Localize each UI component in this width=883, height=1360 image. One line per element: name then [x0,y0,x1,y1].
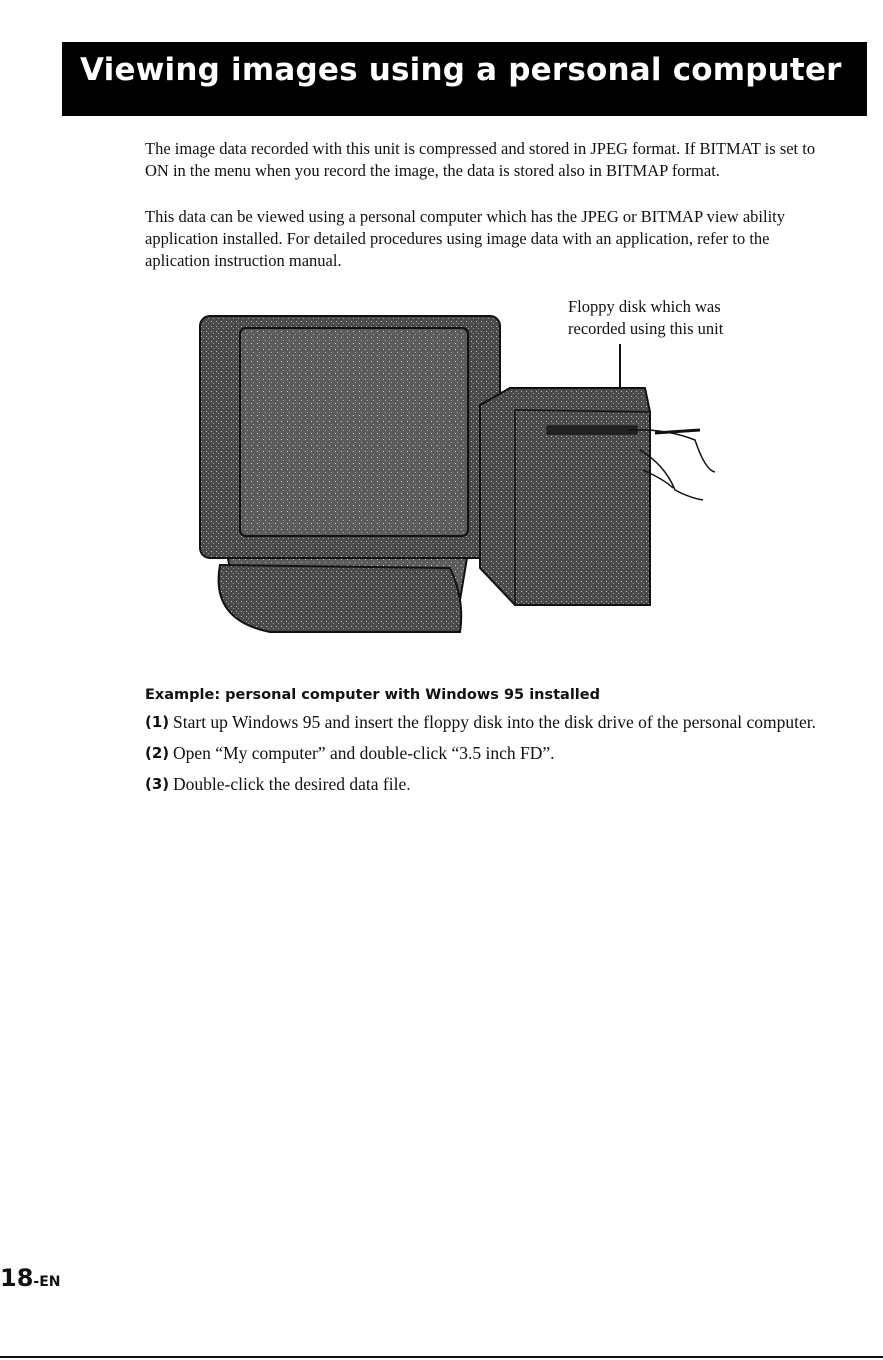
monitor [200,316,500,558]
page-number [0,1264,61,1292]
step-3-number: (3) [145,775,170,793]
page-number-suffix: -EN [33,1274,61,1290]
step-2-number: (2) [145,744,170,762]
intro-paragraph: The image data recorded with this unit is compressed and stored in JPEG format. If BITMAT is set to ON in the menu when you record the image, the data is stored also in BITMAP format. [145,139,816,180]
example-heading: Example: personal computer with Windows 95 installed [145,687,600,703]
page-title: Viewing images using a personal computer [80,52,842,88]
step-1-text: Start up Windows 95 and insert the floppy disk into the disk drive of the personal computer. [173,712,816,732]
computer-illustration [195,300,715,650]
page-number-value: 18 [0,1264,34,1292]
callout-line-2: recorded using this unit [568,319,724,338]
step-3-text: Double-click the desired data file. [173,774,411,794]
step-1 [145,710,845,735]
step-1-number: (1) [145,713,170,731]
usage-paragraph: This data can be viewed using a personal computer which has the JPEG or BITMAP view ability application installed. For detailed procedures using image data with an application, refer to the aplication instruction manual. [145,207,785,270]
step-2-text: Open “My computer” and double-click “3.5 inch FD”. [173,743,555,763]
step-3 [145,772,845,797]
pc-tower [480,388,650,605]
callout-line-1: Floppy disk which was [568,297,721,316]
step-2 [145,741,845,766]
bottom-rule [0,1356,883,1358]
example-section [145,684,845,803]
title-banner [62,42,867,116]
